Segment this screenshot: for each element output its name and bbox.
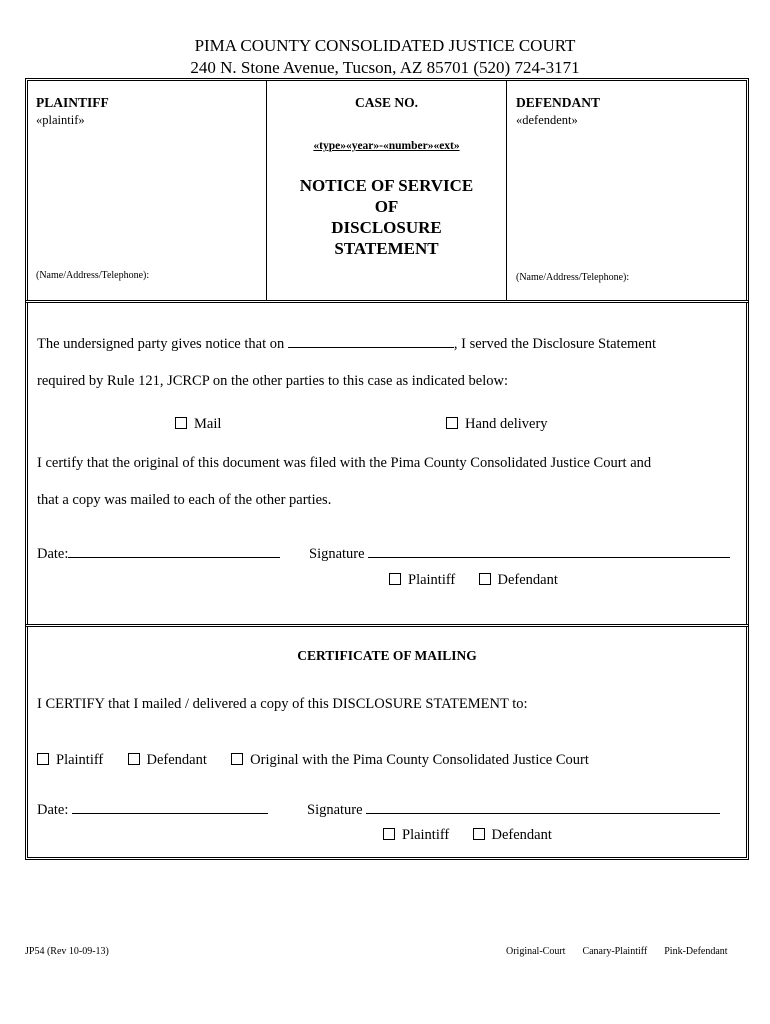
title-line-3: DISCLOSURE xyxy=(331,218,442,237)
notice-party-options xyxy=(389,572,558,589)
plaintiff-name-address-label: (Name/Address/Telephone): xyxy=(36,270,150,281)
notice-date-label: Date: xyxy=(37,546,69,562)
certificate-plaintiff-label: Plaintiff xyxy=(56,752,104,768)
copy-distribution xyxy=(506,946,728,957)
certificate-sig-plaintiff-checkbox[interactable] xyxy=(383,828,395,840)
caption-divider-right xyxy=(506,81,507,300)
certificate-title: CERTIFICATE OF MAILING xyxy=(297,648,477,663)
title-line-4: STATEMENT xyxy=(334,239,439,258)
notice-date-field[interactable] xyxy=(68,557,280,558)
notice-defendant-checkbox[interactable] xyxy=(479,573,491,585)
hand-delivery-label: Hand delivery xyxy=(465,416,548,432)
notice-signature-row xyxy=(309,546,730,563)
notice-signature-field[interactable] xyxy=(368,557,730,558)
notice-text-1b: , I served the Disclosure Statement xyxy=(453,336,657,352)
copy-pink-defendant: Pink-Defendant xyxy=(664,946,728,957)
certify-line-1: I certify that the original of this document was filed with the Pima County Consolidated Justice Court and xyxy=(37,455,652,471)
certificate-date-label: Date: xyxy=(37,802,69,818)
certificate-original-checkbox[interactable] xyxy=(231,753,243,765)
certificate-defendant-checkbox[interactable] xyxy=(128,753,140,765)
certify-line-2: that a copy was mailed to each of the other parties. xyxy=(37,492,332,508)
certificate-party-options xyxy=(383,827,552,844)
court-name: PIMA COUNTY CONSOLIDATED JUSTICE COURT xyxy=(194,36,576,55)
copy-canary-plaintiff: Canary-Plaintiff xyxy=(582,946,648,957)
certificate-signature-field[interactable] xyxy=(366,813,720,814)
certificate-date-field[interactable] xyxy=(72,813,268,814)
certificate-sig-plaintiff-option[interactable] xyxy=(383,827,449,843)
defendant-name-address-label: (Name/Address/Telephone): xyxy=(516,272,630,283)
mail-checkbox[interactable] xyxy=(175,417,187,429)
notice-text-1a: The undersigned party gives notice that on xyxy=(37,336,285,352)
certificate-sig-defendant-label: Defendant xyxy=(491,827,552,843)
defendant-value: «defendent» xyxy=(516,113,578,127)
certificate-text: I CERTIFY that I mailed / delivered a copy of this DISCLOSURE STATEMENT to: xyxy=(37,696,528,712)
plaintiff-value: «plaintif» xyxy=(36,113,85,127)
form-id: JP54 (Rev 10-09-13) xyxy=(25,946,109,957)
case-number-value: «type»«year»-«number»«ext» xyxy=(313,140,460,152)
hand-delivery-option[interactable] xyxy=(446,416,548,433)
certificate-sig-defendant-checkbox[interactable] xyxy=(473,828,485,840)
notice-plaintiff-option[interactable] xyxy=(389,572,455,588)
notice-defendant-option[interactable] xyxy=(479,572,558,588)
certificate-sig-plaintiff-label: Plaintiff xyxy=(402,827,450,843)
notice-signature-label: Signature xyxy=(309,546,365,562)
notice-plaintiff-label: Plaintiff xyxy=(408,572,456,588)
defendant-label: DEFENDANT xyxy=(516,95,601,110)
title-line-1: NOTICE OF SERVICE xyxy=(299,176,474,195)
notice-defendant-label: Defendant xyxy=(497,572,558,588)
certificate-defendant-option[interactable] xyxy=(128,752,207,768)
certificate-date-row xyxy=(37,802,268,819)
notice-plaintiff-checkbox[interactable] xyxy=(389,573,401,585)
certificate-sig-defendant-option[interactable] xyxy=(473,827,552,843)
certificate-original-option[interactable] xyxy=(231,752,589,768)
certificate-plaintiff-checkbox[interactable] xyxy=(37,753,49,765)
mail-label: Mail xyxy=(194,416,222,432)
case-number-label: CASE NO. xyxy=(354,95,418,110)
document-title xyxy=(267,175,506,259)
certificate-defendant-label: Defendant xyxy=(146,752,207,768)
certificate-plaintiff-option[interactable] xyxy=(37,752,103,768)
title-line-2: OF xyxy=(374,197,399,216)
mail-option[interactable] xyxy=(175,416,221,433)
plaintiff-label: PLAINTIFF xyxy=(36,95,109,110)
certificate-recipient-options xyxy=(37,752,589,769)
service-date-field[interactable] xyxy=(288,347,454,348)
notice-date-row xyxy=(37,546,280,563)
court-address: 240 N. Stone Avenue, Tucson, AZ 85701 (520) 724-3171 xyxy=(190,58,580,77)
notice-line-2: required by Rule 121, JCRCP on the other parties to this case as indicated below: xyxy=(37,373,509,389)
copy-original-court: Original-Court xyxy=(506,946,566,957)
notice-line-1 xyxy=(37,336,656,353)
certificate-signature-row xyxy=(307,802,720,819)
certificate-signature-label: Signature xyxy=(307,802,363,818)
certificate-original-label: Original with the Pima County Consolidated Justice Court xyxy=(250,752,589,768)
hand-delivery-checkbox[interactable] xyxy=(446,417,458,429)
